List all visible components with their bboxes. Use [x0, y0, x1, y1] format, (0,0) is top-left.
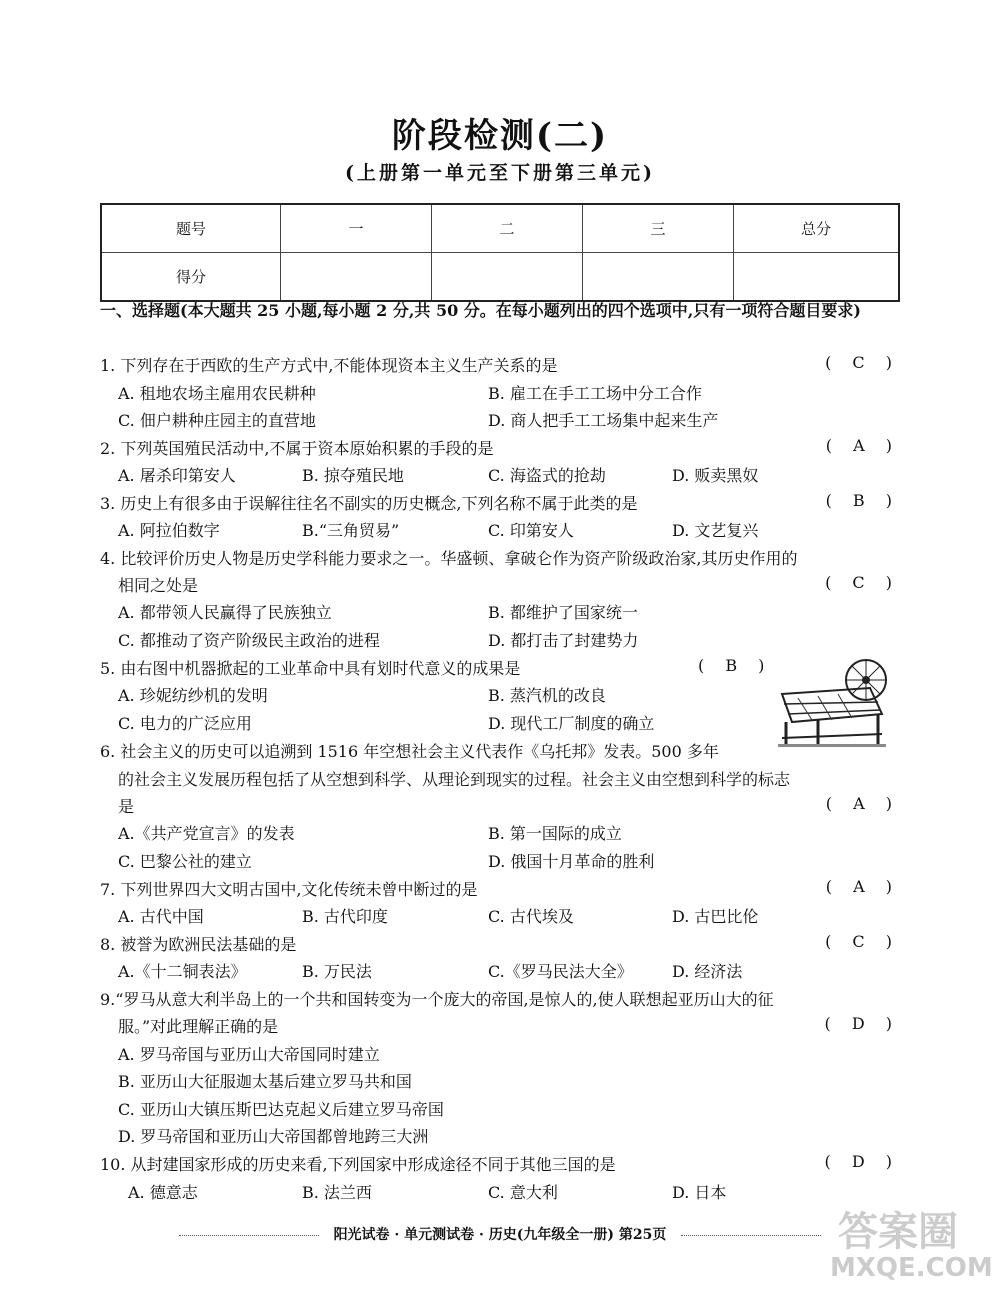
score-header-cell: 二 — [432, 204, 583, 253]
option: A. 都带领人民赢得了民族独立 — [118, 603, 332, 622]
answer-mark: ( C ) — [825, 932, 900, 951]
answer-mark: ( A ) — [825, 877, 900, 896]
question-stem: 3. 历史上有很多由于误解往往名不副实的历史概念,下列名称不属于此类的是 — [100, 494, 638, 513]
question-stem: 服。”对此理解正确的是 — [118, 1017, 279, 1036]
score-table-header-row — [101, 204, 899, 253]
question-stem: 10. 从封建国家形成的历史来看,下列国家中形成途径不同于其他三国的是 — [100, 1155, 616, 1174]
answer-mark: ( B ) — [825, 491, 900, 510]
option: B. 亚历山大征服迦太基后建立罗马共和国 — [118, 1072, 412, 1091]
option: B. 蒸汽机的改良 — [488, 686, 606, 705]
option: B. 雇工在手工工场中分工合作 — [488, 384, 702, 403]
option: C. 古代埃及 — [488, 907, 574, 926]
footer-divider — [681, 1235, 821, 1236]
answer-mark: ( C ) — [825, 353, 900, 372]
answer-mark: ( D ) — [824, 1152, 900, 1171]
option: B. 掠夺殖民地 — [302, 466, 404, 485]
option: C. 巴黎公社的建立 — [118, 852, 252, 871]
option: C.《罗马民法大全》 — [488, 962, 633, 981]
score-cell[interactable] — [432, 253, 583, 302]
question-stem: 4. 比较评价历史人物是历史学科能力要求之一。华盛顿、拿破仑作为资产阶级政治家,其历史作用的 — [100, 549, 798, 568]
page-title: 阶段检测(二) — [391, 116, 609, 156]
option: C. 电力的广泛应用 — [118, 714, 252, 733]
score-cell[interactable] — [734, 253, 900, 302]
option: D. 古巴比伦 — [672, 907, 759, 926]
option: A. 古代中国 — [118, 907, 204, 926]
score-table-score-row — [101, 253, 899, 302]
option: C. 海盗式的抢劫 — [488, 466, 606, 485]
answer-mark: ( A ) — [825, 794, 900, 813]
option: A.《十二铜表法》 — [118, 962, 247, 981]
option: D. 文艺复兴 — [672, 521, 759, 540]
option: B. 都维护了国家统一 — [488, 603, 638, 622]
footer-text: 阳光试卷 · 单元测试卷 · 历史(九年级全一册) 第25页 — [333, 1227, 667, 1243]
option: B.“三角贸易” — [302, 521, 400, 540]
question-stem: 6. 社会主义的历史可以追溯到 1516 年空想社会主义代表作《乌托邦》发表。500 多年 — [100, 742, 719, 761]
score-table — [100, 203, 900, 302]
option: B. 万民法 — [302, 962, 372, 981]
watermark-logo: 答案圈 — [838, 1209, 958, 1255]
option: A. 阿拉伯数字 — [118, 521, 220, 540]
option: B. 法兰西 — [302, 1183, 372, 1202]
option: D. 罗马帝国和亚历山大帝国都曾地跨三大洲 — [118, 1127, 429, 1146]
question-stem: 9.“罗马从意大利半岛上的一个共和国转变为一个庞大的帝国,是惊人的,使人联想起亚历山大的征 — [100, 990, 774, 1009]
spinning-jenny-illustration — [778, 658, 890, 748]
watermark-url: MXQE.COM — [830, 1253, 993, 1283]
answer-mark: ( D ) — [824, 1014, 900, 1033]
option: A. 罗马帝国与亚历山大帝国同时建立 — [118, 1045, 380, 1064]
answer-mark: ( A ) — [825, 436, 900, 455]
score-header-cell: 题号 — [101, 204, 281, 253]
option: A. 珍妮纺纱机的发明 — [118, 686, 268, 705]
option: C. 佃户耕种庄园主的直营地 — [118, 411, 316, 430]
answer-mark: ( B ) — [698, 656, 773, 675]
question-stem: 是 — [118, 797, 135, 816]
option: D. 俄国十月革命的胜利 — [488, 852, 655, 871]
option: B. 古代印度 — [302, 907, 388, 926]
question-stem: 5. 由右图中机器掀起的工业革命中具有划时代意义的成果是 — [100, 659, 521, 678]
option: A. 德意志 — [128, 1183, 198, 1202]
option: D. 经济法 — [672, 962, 743, 981]
option: D. 贩卖黑奴 — [672, 466, 759, 485]
section-heading: 一、选择题(本大题共 25 小题,每小题 2 分,共 50 分。在每小题列出的四个选项中,只有一项符合题目要求) — [100, 301, 861, 320]
option: C. 意大利 — [488, 1183, 558, 1202]
question-stem: 的社会主义发展历程包括了从空想到科学、从理论到现实的过程。社会主义由空想到科学的标志 — [118, 770, 791, 789]
option: B. 第一国际的成立 — [488, 824, 622, 843]
question-stem: 8. 被誉为欧洲民法基础的是 — [100, 935, 297, 954]
question-stem: 7. 下列世界四大文明古国中,文化传统未曾中断过的是 — [100, 880, 478, 899]
option: D. 现代工厂制度的确立 — [488, 714, 655, 733]
option: A. 租地农场主雇用农民耕种 — [118, 384, 316, 403]
option: C. 亚历山大镇压斯巴达克起义后建立罗马帝国 — [118, 1100, 444, 1119]
option: A. 屠杀印第安人 — [118, 466, 236, 485]
option: C. 都推动了资产阶级民主政治的进程 — [118, 631, 380, 650]
score-row-label: 得分 — [101, 253, 281, 302]
score-cell[interactable] — [583, 253, 734, 302]
score-cell[interactable] — [281, 253, 432, 302]
score-header-cell: 三 — [583, 204, 734, 253]
score-header-cell: 一 — [281, 204, 432, 253]
page-subtitle: (上册第一单元至下册第三单元) — [345, 162, 655, 184]
score-header-cell: 总分 — [734, 204, 900, 253]
answer-mark: ( C ) — [825, 573, 900, 592]
question-stem: 1. 下列存在于西欧的生产方式中,不能体现资本主义生产关系的是 — [100, 356, 558, 375]
option: D. 都打击了封建势力 — [488, 631, 639, 650]
option: C. 印第安人 — [488, 521, 574, 540]
option: D. 日本 — [672, 1183, 727, 1202]
question-stem: 相同之处是 — [118, 576, 199, 595]
question-stem: 2. 下列英国殖民活动中,不属于资本原始积累的手段的是 — [100, 439, 494, 458]
option: D. 商人把手工工场集中起来生产 — [488, 411, 719, 430]
footer-divider — [179, 1235, 319, 1236]
watermark — [830, 1200, 993, 1283]
option: A.《共产党宣言》的发表 — [118, 824, 295, 843]
